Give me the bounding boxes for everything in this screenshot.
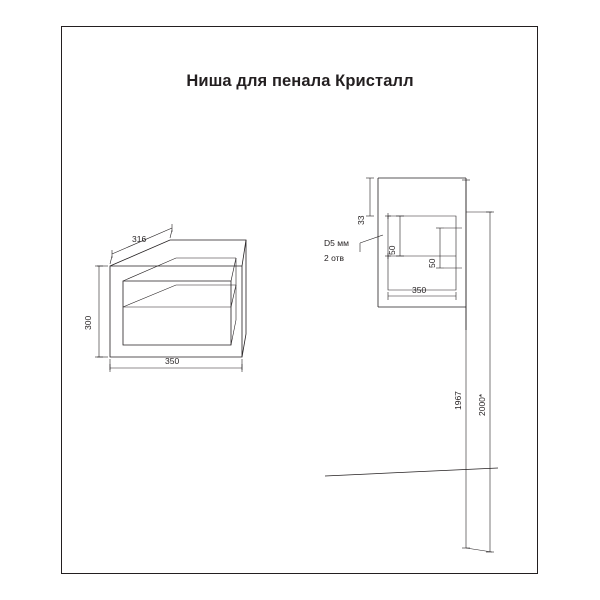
hole-note-count: 2 отв <box>324 253 345 263</box>
wall-hole-spacing-label-2: 50 <box>427 258 437 268</box>
wall-hole-spacing-label-1: 50 <box>387 245 397 255</box>
iso-height-label: 300 <box>83 315 93 330</box>
wall-top-offset-label: 33 <box>356 215 366 225</box>
floor-height-label: 1967 <box>453 391 463 410</box>
hole-note-diameter: D5 мм <box>324 238 349 248</box>
wall-mounting-view <box>325 178 498 552</box>
total-height-label: 2000* <box>477 393 487 416</box>
iso-width-label: 350 <box>165 356 180 366</box>
iso-depth-label: 316 <box>132 234 147 244</box>
page-title: Ниша для пенала Кристалл <box>186 72 414 90</box>
isometric-niche-view <box>95 224 246 372</box>
wall-width-label: 350 <box>412 285 427 295</box>
